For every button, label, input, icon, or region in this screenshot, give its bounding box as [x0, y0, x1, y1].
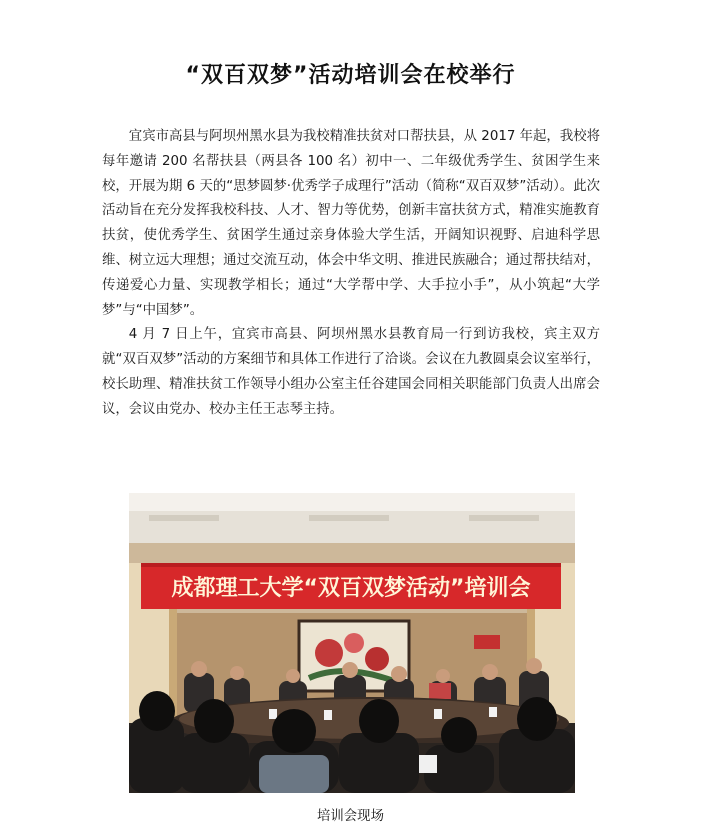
page-title: “双百双梦”活动培训会在校举行 [185, 63, 516, 88]
paragraph-intro: 宜宾市高县与阿坝州黑水县为我校精准扶贫对口帮扶县，从 2017 年起，我校将每年邀请 200 名帮扶县（两县各 100 名）初中一、二年级优秀学生、贫困学生来校，开展为期 6 天的“思梦圆梦·优秀学子成理行”活动（简称“双百双梦”活动）。此次活动旨在充分发挥我校科技、人才、智力等优势，创新丰富扶贫方式，精准实施教育扶贫，使优秀学生、贫困学生通过亲身体验大学生活，开阔知识视野、启迪科学思维、树立远大理想；通过交流互动，体会中华文明、推进民族融合；通过帮扶结对，传递爱心力量、实现教学相长；通过“大学帮中学、大手拉小手”，从小筑起“大学梦”与“中国梦”。 [102, 129, 600, 318]
article-body [102, 125, 600, 423]
paragraph-meeting: 4 月 7 日上午，宜宾市高县、阿坝州黑水县教育局一行到访我校，宾主双方就“双百双梦”活动的方案细节和具体工作进行了洽谈。会议在九教圆桌会议室举行，校长助理、精准扶贫工作领导小组办公室主任谷建国会同相关职能部门负责人出席会议，会议由党办、校办主任王志琴主持。 [102, 327, 600, 417]
banner-text: 成都理工大学“双百双梦活动”培训会 [171, 576, 531, 601]
photo-caption: 培训会现场 [317, 809, 384, 824]
meeting-photo [129, 493, 575, 793]
